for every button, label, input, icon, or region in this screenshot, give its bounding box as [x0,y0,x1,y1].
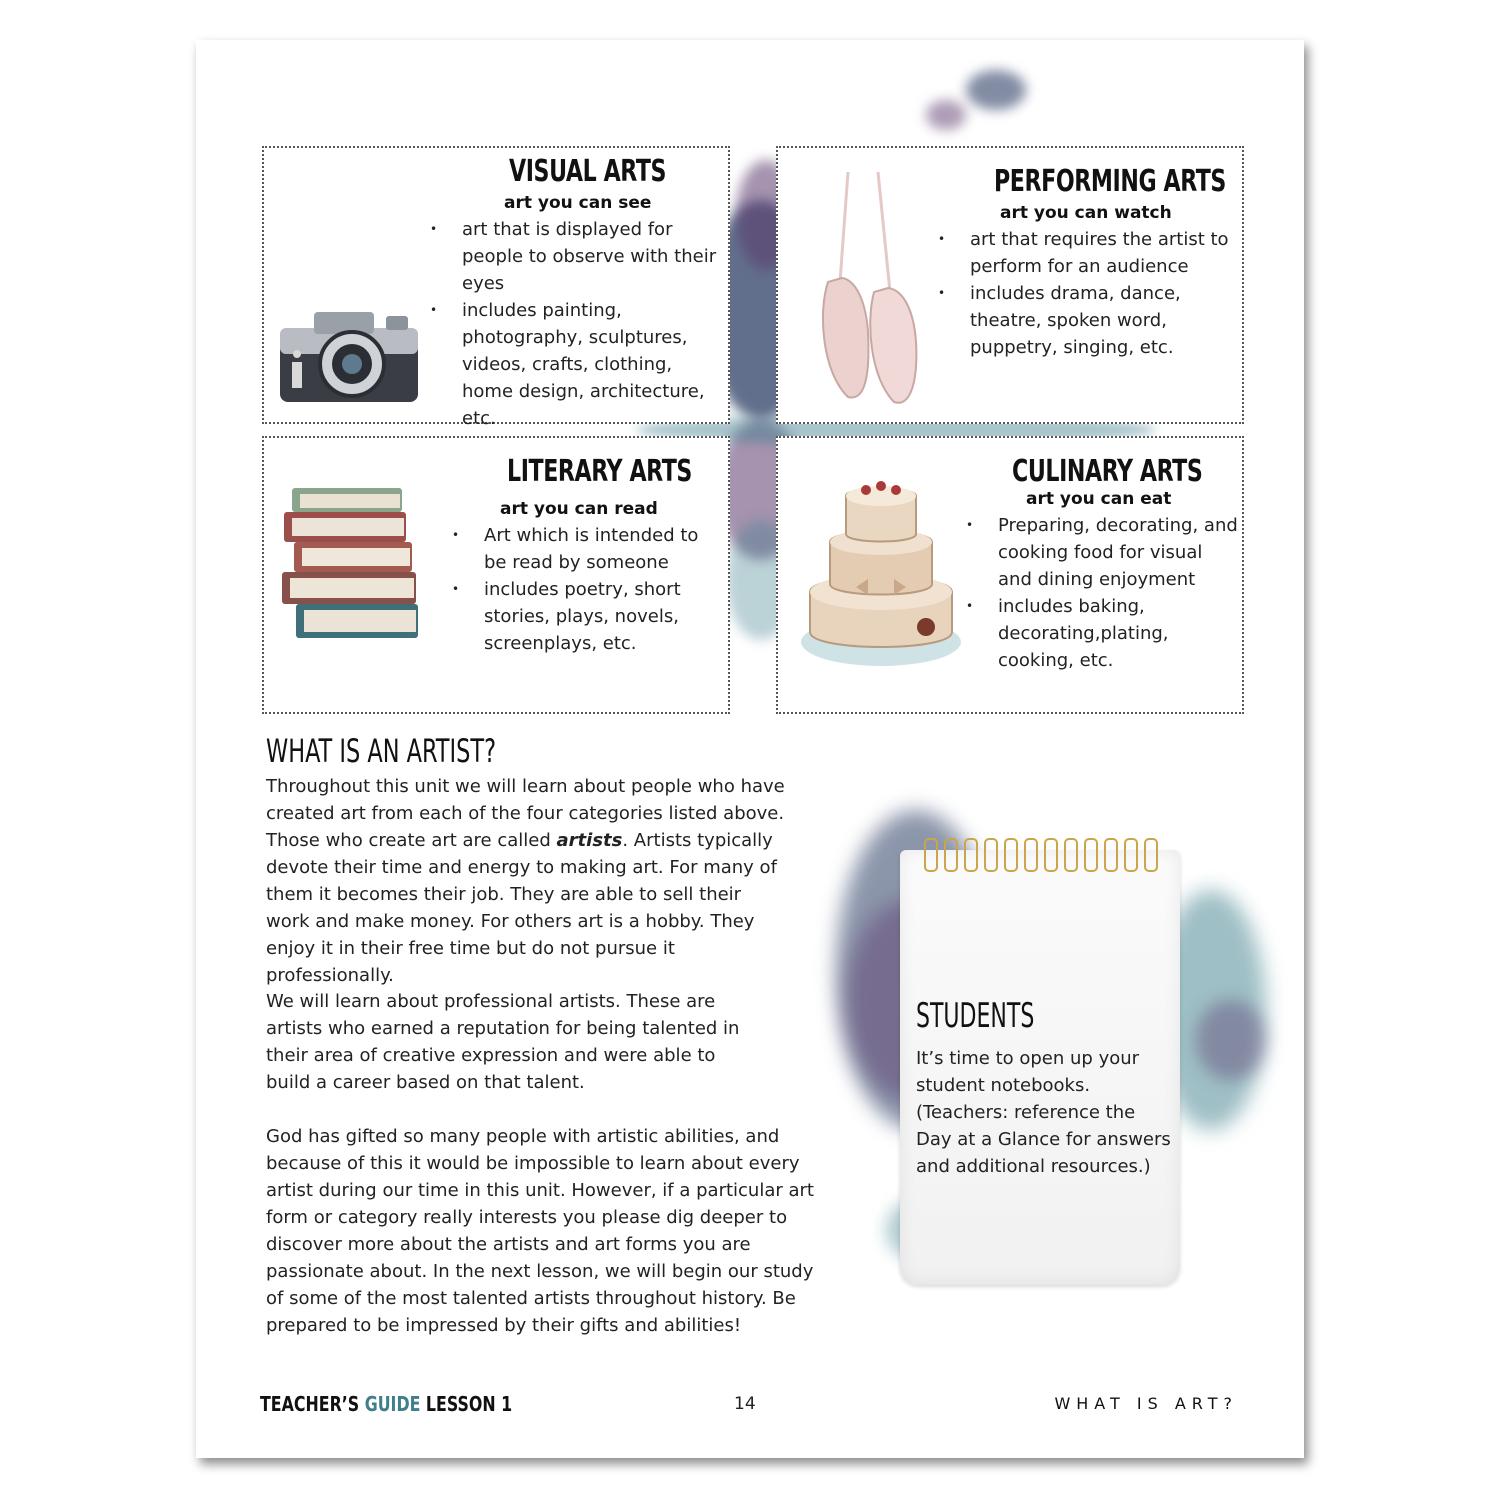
paragraph-text: Throughout this unit we will learn about people who have created art from each of the four categories listed above. Those who create art are called [266,776,785,851]
list-item: • Art which is intended to be read by someone [452,522,722,576]
students-notepad [900,850,1180,1285]
card-bullet-list [938,226,1238,361]
students-text: It’s time to open up your student notebooks. (Teachers: reference the Day at a Glance for answers and additional resources.) [916,1048,1171,1177]
footer-teachers: TEACHER’S [260,1392,360,1416]
card-bullet-list [452,522,722,657]
cake-illustration [796,462,966,682]
card-subtitle: art you can read [500,499,658,519]
camera-illustration [274,298,424,408]
paragraph-3: God has gifted so many people with artistic abilities, and because of this it would be impossible to learn about every artist during our time in this unit. However, if a particular art form or category really interests you please dig deeper to discover more about the artists and art forms you are passionate about. In the next lesson, we will begin our study of some of the most talented artists throughout history. Be prepared to be impressed by their gifts and abilities! [266,1126,814,1336]
card-subtitle: art you can see [504,193,652,213]
books-illustration [274,482,434,642]
page-number: 14 [734,1394,756,1414]
card-title: LITERARY ARTS [507,454,692,489]
list-item: • art that is displayed for people to observe with their eyes [430,216,722,297]
paragraph-2: We will learn about professional artists. These are artists who earned a reputation for being talented in their area of creative expression and were able to build a career based on that talent. [266,991,740,1093]
list-item: • includes painting, photography, sculptures, videos, crafts, clothing, home design, architecture, etc. [430,297,722,432]
paragraph-text: . Artists typically devote their time and energy to making art. For many of them it becomes their job. They are able to sell their work and make money. For others art is a hobby. They enjoy it in their free time but do not pursue it professionally. [266,830,777,986]
visual-arts-card [262,146,730,429]
document-page [196,40,1304,1458]
footer-lesson-label [260,1392,512,1416]
paragraph-1 [266,773,786,989]
card-subtitle: art you can eat [1026,489,1172,509]
card-title: VISUAL ARTS [509,154,667,189]
card-title: PERFORMING ARTS [994,164,1226,199]
literary-arts-card [262,436,730,714]
card-subtitle: art you can watch [1000,203,1172,223]
list-item: • includes baking, decorating,plating, cooking, etc. [966,593,1238,674]
card-bullet-list [430,216,722,432]
emphasized-term: artists [556,830,623,851]
footer-lesson: LESSON 1 [425,1392,513,1416]
list-item: • includes poetry, short stories, plays, novels, screenplays, etc. [452,576,722,657]
list-item: • includes drama, dance, theatre, spoken word, puppetry, singing, etc. [938,280,1238,361]
card-bullet-list [966,512,1238,674]
list-item: • Preparing, decorating, and cooking food for visual and dining enjoyment [966,512,1238,593]
list-item: • art that requires the artist to perform for an audience [938,226,1238,280]
footer-guide: GUIDE [364,1392,421,1416]
section-title: WHAT IS AN ARTIST? [266,732,497,770]
ballet-shoes-illustration [808,162,938,412]
running-title: WHAT IS ART? [1054,1394,1238,1413]
students-title: STUDENTS [916,996,1035,1036]
card-title: CULINARY ARTS [1012,454,1203,489]
culinary-arts-card [776,436,1244,714]
performing-arts-card [776,146,1244,424]
